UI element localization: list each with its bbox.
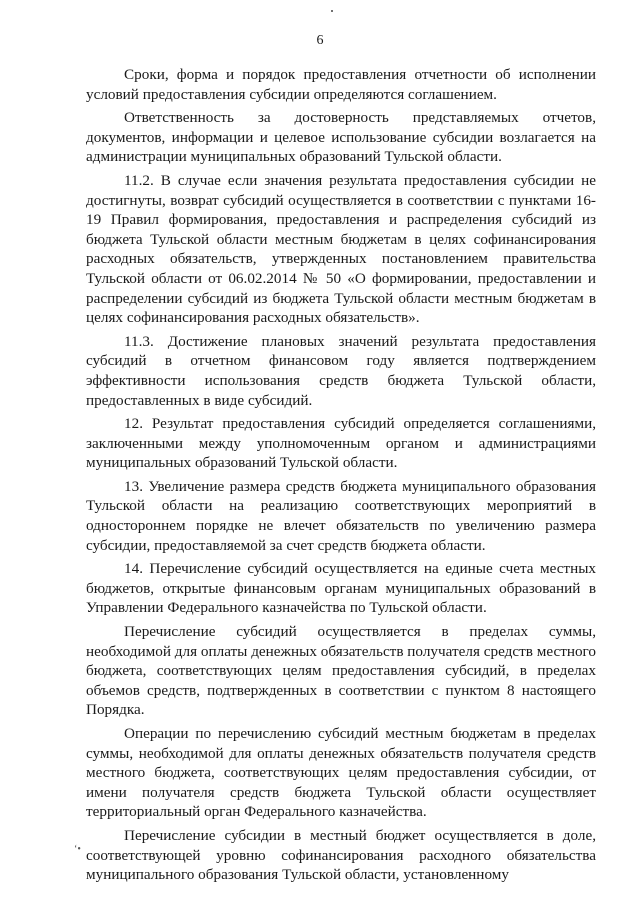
page-number: 6: [316, 33, 324, 48]
document-body: [86, 65, 596, 885]
paragraph-14: 14. Перечисление субсидий осуществляется на единые счета местных бюджетов, открытые финансовым органам муниципальных образований в Управлении Федерального казначейства по Тульской области.: [86, 560, 596, 617]
paragraph-reporting-terms: Сроки, форма и порядок предоставления отчетности об исполнении условий предоставления субсидии определяются соглашением.: [86, 66, 596, 103]
paragraph-11-2: 11.2. В случае если значения результата предоставления субсидии не достигнуты, возврат субсидий осуществляется в соответствии с пунктами 16-19 Правил формирования, предоставления и распределения субсидий из бюджета Тульской области местным бюджетам в целях софинансирования расходных обязательств, утвержденных постановлением правительства Тульской области от 06.02.2014 № 50 «О формировании, предоставлении и распределении субсидий из бюджета Тульской области местным бюджетам в целях софинансирования расходных обязательств».: [86, 171, 596, 327]
paragraph-transfer-limits: Перечисление субсидий осуществляется в пределах суммы, необходимой для оплаты денежных обязательств получателя средств местного бюджета, соответствующих целям предоставления субсидий, в пределах объемов средств, подтвержденных в соответствии с пунктом 8 настоящего Порядка.: [86, 623, 596, 719]
paragraph-11-3: 11.3. Достижение плановых значений результата предоставления субсидий в отчетном финансовом году является подтверждением эффективности использования средств бюджета Тульской области, предоставленных в виде субсидий.: [86, 332, 596, 409]
paragraph-responsibility: Ответственность за достоверность представляемых отчетов, документов, информации и целевое использование субсидии возлагается на администрации муниципальных образований Тульской области.: [86, 109, 596, 166]
paragraph-12: 12. Результат предоставления субсидий определяется соглашениями, заключенными между уполномоченным органом и администрациями муниципальных образований Тульской области.: [86, 415, 596, 472]
margin-mark: ʻ•: [74, 844, 81, 855]
paragraph-transfer-operations: Операции по перечислению субсидий местным бюджетам в пределах суммы, необходимой для оплаты денежных обязательств получателя средств местного бюджета, соответствующих целям предоставления субсидии, от имени получателя средств бюджета Тульской области осуществляет территориальный орган Федерального казначейства.: [86, 725, 596, 821]
paragraph-13: 13. Увеличение размера средств бюджета муниципального образования Тульской области на реализацию соответствующих мероприятий в одностороннем порядке не влечет обязательств по увеличению размера субсидии, предоставляемой за счет средств бюджета области.: [86, 477, 596, 554]
scan-speck: [331, 10, 333, 12]
paragraph-cofinancing-share: Перечисление субсидии в местный бюджет осуществляется в доле, соответствующей уровню софинансирования расходного обязательства муниципального образования Тульской области, установленному: [86, 826, 596, 884]
